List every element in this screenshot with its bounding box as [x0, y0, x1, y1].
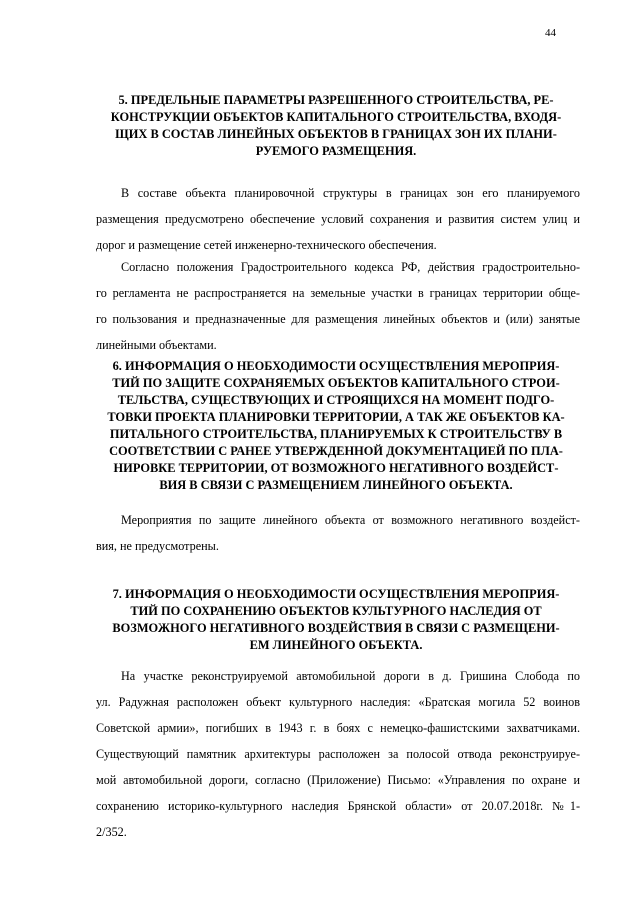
text-line: го регламента не распространяется на земельные участки в границах территории обще-	[96, 286, 580, 300]
text-line: Мероприятия по защите линейного объекта от возможного негативного воздейст-	[121, 513, 580, 527]
text-line: линейными объектами.	[96, 338, 217, 352]
section-6-heading	[96, 358, 576, 494]
section-6-paragraph-1	[96, 507, 580, 559]
text-line: В составе объекта планировочной структуры в границах зон его планируемого	[121, 186, 580, 200]
text-line: 2/352.	[96, 825, 127, 839]
section-7-heading	[96, 586, 576, 654]
text-line: дорог и размещение сетей инженерно-технического обеспечения.	[96, 238, 437, 252]
heading-line: ВОЗМОЖНОГО НЕГАТИВНОГО ВОЗДЕЙСТВИЯ В СВЯЗИ С РАЗМЕЩЕНИ-	[112, 621, 560, 635]
heading-line: ТИЙ ПО ЗАЩИТЕ СОХРАНЯЕМЫХ ОБЪЕКТОВ КАПИТАЛЬНОГО СТРОИ-	[112, 376, 560, 390]
text-line: го пользования и предназначенные для размещения линейных объектов и (или) занятые	[96, 312, 580, 326]
text-line: сохранению историко-культурного наследия Брянской области» от 20.07.2018г. №1-	[96, 799, 580, 813]
text-line: мой автомобильной дороги, согласно (Приложение) Письмо: «Управления по охране и	[96, 773, 580, 787]
heading-line: ПИТАЛЬНОГО СТРОИТЕЛЬСТВА, ПЛАНИРУЕМЫХ К СТРОИТЕЛЬСТВУ В	[109, 427, 563, 441]
text-line: размещения предусмотрено обеспечение условий сохранения и развития систем улиц и	[96, 212, 580, 226]
heading-line: ЩИХ В СОСТАВ ЛИНЕЙНЫХ ОБЪЕКТОВ В ГРАНИЦАХ ЗОН ИХ ПЛАНИ-	[115, 127, 557, 141]
heading-line: 6. ИНФОРМАЦИЯ О НЕОБХОДИМОСТИ ОСУЩЕСТВЛЕНИЯ МЕРОПРИЯ-	[112, 359, 560, 373]
text-line: ул. Радужная расположен объект культурного наследия: «Братская могила 52 воинов	[96, 695, 580, 709]
heading-line: ТОВКИ ПРОЕКТА ПЛАНИРОВКИ ТЕРРИТОРИИ, А ТАК ЖЕ ОБЪЕКТОВ КА-	[107, 410, 565, 424]
section-5-paragraph-2	[96, 254, 580, 358]
heading-line: 7. ИНФОРМАЦИЯ О НЕОБХОДИМОСТИ ОСУЩЕСТВЛЕНИЯ МЕРОПРИЯ-	[112, 587, 560, 601]
heading-line: СООТВЕТСТВИИ С РАНЕЕ УТВЕРЖДЕННОЙ ДОКУМЕНТАЦИЕЙ ПО ПЛА-	[109, 444, 563, 458]
page-number: 44	[545, 27, 556, 39]
heading-line: ЕМ ЛИНЕЙНОГО ОБЪЕКТА.	[249, 638, 423, 652]
text-line: На участке реконструируемой автомобильной дороги в д. Гришина Слобода по	[121, 669, 580, 683]
text-line: Советской армии», погибших в 1943 г. в боях с немецко-фашистскими захватчиками.	[96, 721, 580, 735]
heading-line: РУЕМОГО РАЗМЕЩЕНИЯ.	[255, 144, 417, 158]
heading-line: КОНСТРУКЦИИ ОБЪЕКТОВ КАПИТАЛЬНОГО СТРОИТЕЛЬСТВА, ВХОДЯ-	[110, 110, 562, 124]
section-5-heading	[96, 92, 576, 160]
text-line: Согласно положения Градостроительного кодекса РФ, действия градостроительно-	[121, 260, 580, 274]
text-line: вия, не предусмотрены.	[96, 539, 219, 553]
heading-line: ТЕЛЬСТВА, СУЩЕСТВУЮЩИХ И СТРОЯЩИХСЯ НА МОМЕНТ ПОДГО-	[117, 393, 555, 407]
heading-line: 5. ПРЕДЕЛЬНЫЕ ПАРАМЕТРЫ РАЗРЕШЕННОГО СТРОИТЕЛЬСТВА, РЕ-	[118, 93, 554, 107]
heading-line: ВИЯ В СВЯЗИ С РАЗМЕЩЕНИЕМ ЛИНЕЙНОГО ОБЪЕКТА.	[159, 478, 513, 492]
heading-line: НИРОВКЕ ТЕРРИТОРИИ, ОТ ВОЗМОЖНОГО НЕГАТИВНОГО ВОЗДЕЙСТ-	[113, 461, 559, 475]
section-7-paragraph-1	[96, 663, 580, 845]
heading-line: ТИЙ ПО СОХРАНЕНИЮ ОБЪЕКТОВ КУЛЬТУРНОГО НАСЛЕДИЯ ОТ	[130, 604, 542, 618]
section-5-paragraph-1	[96, 180, 580, 258]
text-line: Существующий памятник архитектуры расположен за полосой отвода реконструируе-	[96, 747, 580, 761]
